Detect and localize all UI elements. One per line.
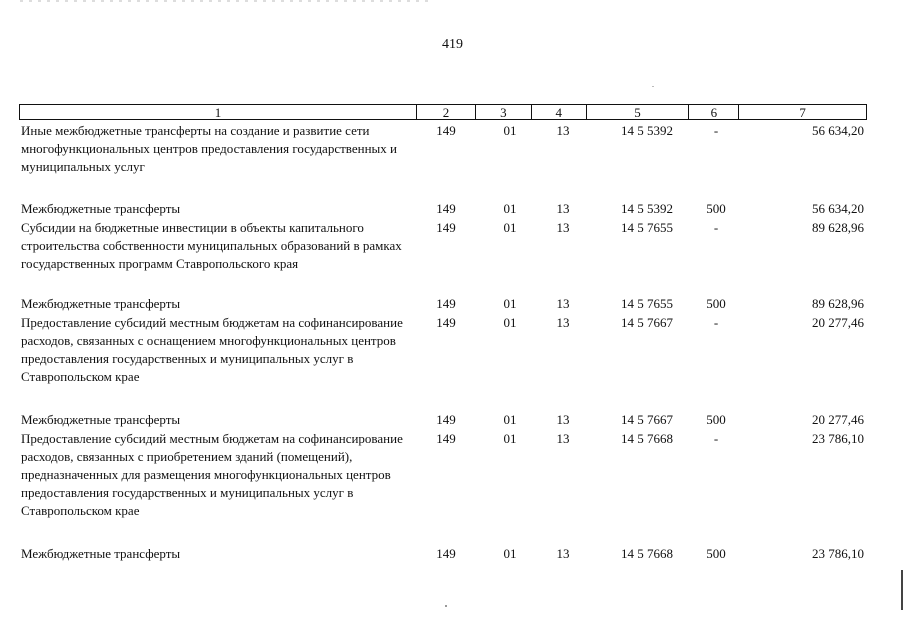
- row-col-4: 13: [556, 315, 570, 330]
- row-col-3: 01: [503, 220, 517, 235]
- row-col-7: 89 628,96: [812, 296, 864, 311]
- row-col-4: 13: [556, 123, 570, 138]
- row-description: Межбюджетные трансферты: [21, 201, 181, 216]
- row-col-6: -: [713, 431, 719, 446]
- header-col-4: 4: [532, 105, 587, 119]
- row-description: Предоставление субсидий местным бюджетам на софинансирование расходов, связанных с приобретением зданий (помещений), предназначенных для размещения многофункциональных центров предоставления государственных и муниципальных услуг в Ставропольском крае: [21, 431, 403, 518]
- row-col-6: -: [713, 220, 719, 235]
- scan-edge-mark: [901, 570, 903, 610]
- row-col-2: 149: [436, 296, 456, 311]
- row-col-2: 149: [436, 546, 456, 561]
- row-description: Иные межбюджетные трансферты на создание и развитие сети многофункциональных центров предоставления государственных и муниципальных услуг: [21, 123, 397, 174]
- row-col-5: 14 5 7655: [621, 296, 673, 311]
- row-col-3: 01: [503, 201, 517, 216]
- row-col-6: 500: [706, 546, 726, 561]
- row-col-7: 89 628,96: [812, 220, 864, 235]
- scan-speck: [445, 605, 447, 607]
- header-col-1: 1: [20, 105, 417, 119]
- row-col-4: 13: [556, 412, 570, 427]
- row-col-7: 23 786,10: [812, 546, 864, 561]
- header-col-5: 5: [587, 105, 690, 119]
- row-col-7: 56 634,20: [812, 201, 864, 216]
- row-col-7: 20 277,46: [812, 412, 864, 427]
- header-col-6: 6: [689, 105, 739, 119]
- row-col-4: 13: [556, 296, 570, 311]
- row-col-7: 23 786,10: [812, 431, 864, 446]
- table-header: [19, 104, 867, 120]
- row-col-4: 13: [556, 220, 570, 235]
- row-description: Предоставление субсидий местным бюджетам на софинансирование расходов, связанных с оснащением многофункциональных центров предоставления государственных и муниципальных услуг в Ставропольском крае: [21, 315, 403, 384]
- row-col-3: 01: [503, 546, 517, 561]
- header-col-2: 2: [417, 105, 476, 119]
- row-col-6: -: [713, 123, 719, 138]
- row-col-4: 13: [556, 546, 570, 561]
- row-col-7: 20 277,46: [812, 315, 864, 330]
- row-col-2: 149: [436, 201, 456, 216]
- header-col-7: 7: [799, 105, 806, 120]
- page-number: 419: [442, 37, 463, 52]
- row-col-3: 01: [503, 412, 517, 427]
- row-col-5: 14 5 7667: [621, 412, 673, 427]
- row-col-4: 13: [556, 431, 570, 446]
- scan-artifact-top: [20, 0, 430, 2]
- scan-speck: [652, 86, 654, 87]
- row-col-2: 149: [436, 431, 456, 446]
- row-col-2: 149: [436, 220, 456, 235]
- row-col-5: 14 5 7667: [621, 315, 673, 330]
- row-col-6: -: [713, 315, 719, 330]
- header-col-3: 3: [476, 105, 532, 119]
- row-col-5: 14 5 5392: [621, 123, 673, 138]
- row-description: Межбюджетные трансферты: [21, 412, 181, 427]
- row-col-4: 13: [556, 201, 570, 216]
- row-col-2: 149: [436, 123, 456, 138]
- row-col-2: 149: [436, 315, 456, 330]
- row-description: Межбюджетные трансферты: [21, 546, 181, 561]
- row-col-5: 14 5 7668: [621, 431, 673, 446]
- row-col-2: 149: [436, 412, 456, 427]
- row-col-5: 14 5 5392: [621, 201, 673, 216]
- row-col-5: 14 5 7668: [621, 546, 673, 561]
- row-col-3: 01: [503, 296, 517, 311]
- row-col-6: 500: [706, 412, 726, 427]
- row-col-6: 500: [706, 201, 726, 216]
- row-col-6: 500: [706, 296, 726, 311]
- row-col-3: 01: [503, 315, 517, 330]
- row-col-3: 01: [503, 431, 517, 446]
- row-col-5: 14 5 7655: [621, 220, 673, 235]
- row-col-7: 56 634,20: [812, 123, 864, 138]
- row-description: Межбюджетные трансферты: [21, 296, 181, 311]
- row-col-3: 01: [503, 123, 517, 138]
- row-description: Субсидии на бюджетные инвестиции в объекты капитального строительства собственности муниципальных образований в рамках государственных программ Ставропольского края: [21, 220, 402, 271]
